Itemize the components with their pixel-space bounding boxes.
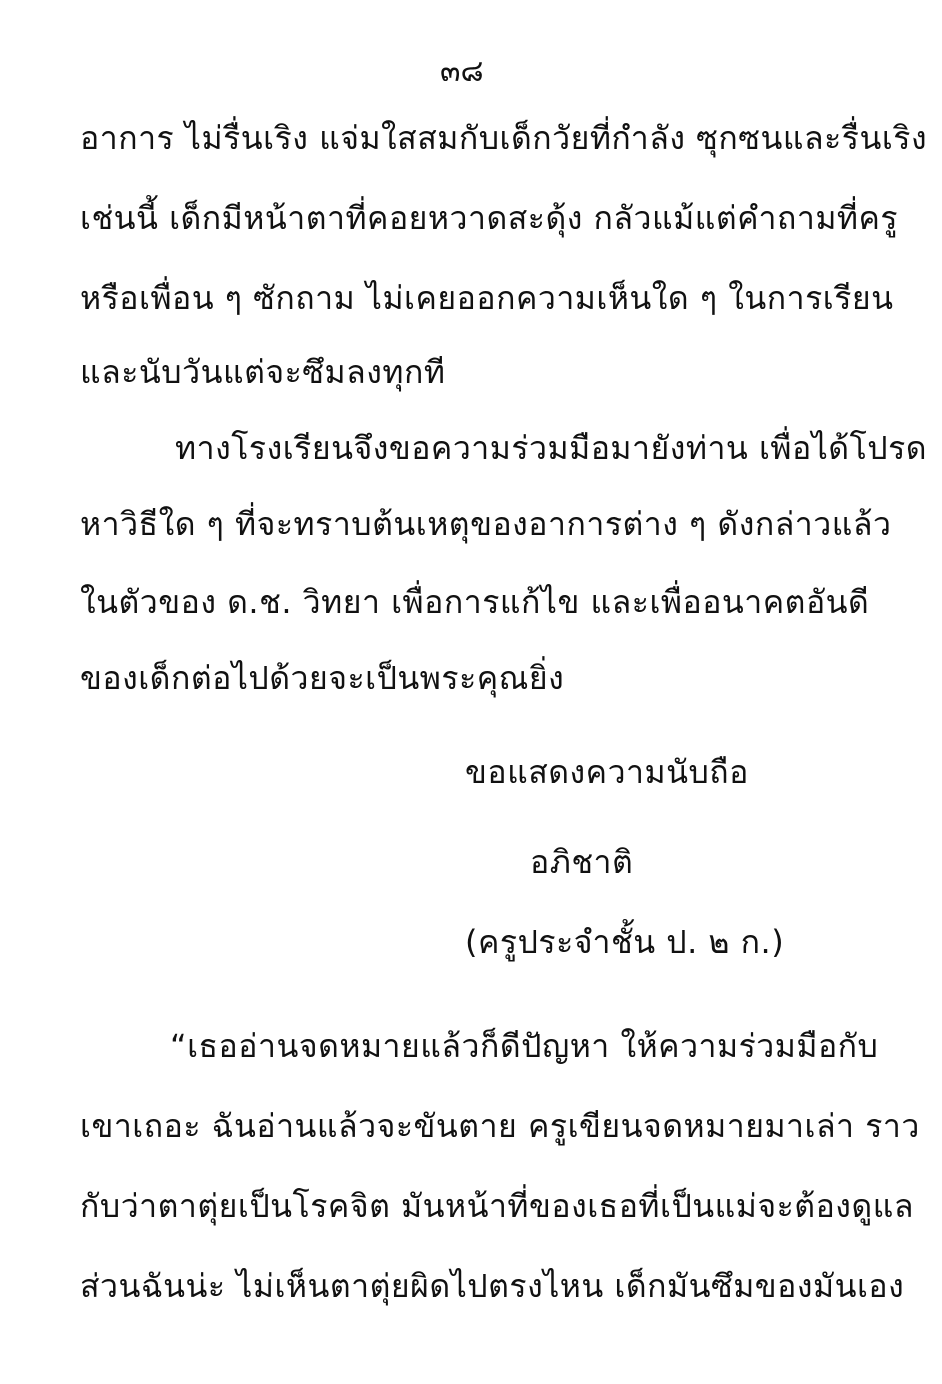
paragraph-line: ทางโรงเรียนจึงขอความร่วมมือมายังท่าน เพื่อได้โปรด [175,429,928,467]
paragraph-line: หรือเพื่อน ๆ ซักถาม ไม่เคยออกความเห็นใด ๆ ในการเรียน [80,279,894,317]
paragraph-line: เขาเถอะ ฉันอ่านแล้วจะขันตาย ครูเขียนจดหมายมาเล่า ราว [80,1107,920,1145]
paragraph-line: อาการ ไม่รื่นเริง แจ่มใสสมกับเด็กวัยที่กำลัง ซุกซนและรื่นเริง [80,119,928,157]
paragraph-line: เช่นนี้ เด็กมีหน้าตาที่คอยหวาดสะดุ้ง กลัวแม้แต่คำถามที่ครู [80,199,899,237]
page-number: ๓๘ [440,54,484,89]
paragraph-line: ในตัวของ ด.ช. วิทยา เพื่อการแก้ไข และเพื่ออนาคตอันดี [80,583,870,621]
closing-text: ขอแสดงความนับถือ [465,753,749,791]
paragraph-line: หาวิธีใด ๆ ที่จะทราบต้นเหตุของอาการต่าง ๆ ดังกล่าวแล้ว [80,505,892,543]
paragraph-line: “เธออ่านจดหมายแล้วก็ดีปัญหา ให้ความร่วมมือกับ [170,1027,879,1065]
signature-title: (ครูประจำชั้น ป. ๒ ก.) [465,923,785,961]
paragraph-line: กับว่าตาตุ่ยเป็นโรคจิต มันหน้าที่ของเธอที่เป็นแม่จะต้องดูแล [80,1187,914,1225]
signature-name: อภิชาติ [530,843,634,881]
paragraph-line: และนับวันแต่จะซึมลงทุกที [80,353,446,391]
paragraph-line: ส่วนฉันน่ะ ไม่เห็นตาตุ่ยผิดไปตรงไหน เด็กมันซึมของมันเอง [80,1267,905,1305]
paragraph-line: ของเด็กต่อไปด้วยจะเป็นพระคุณยิ่ง [80,659,565,697]
